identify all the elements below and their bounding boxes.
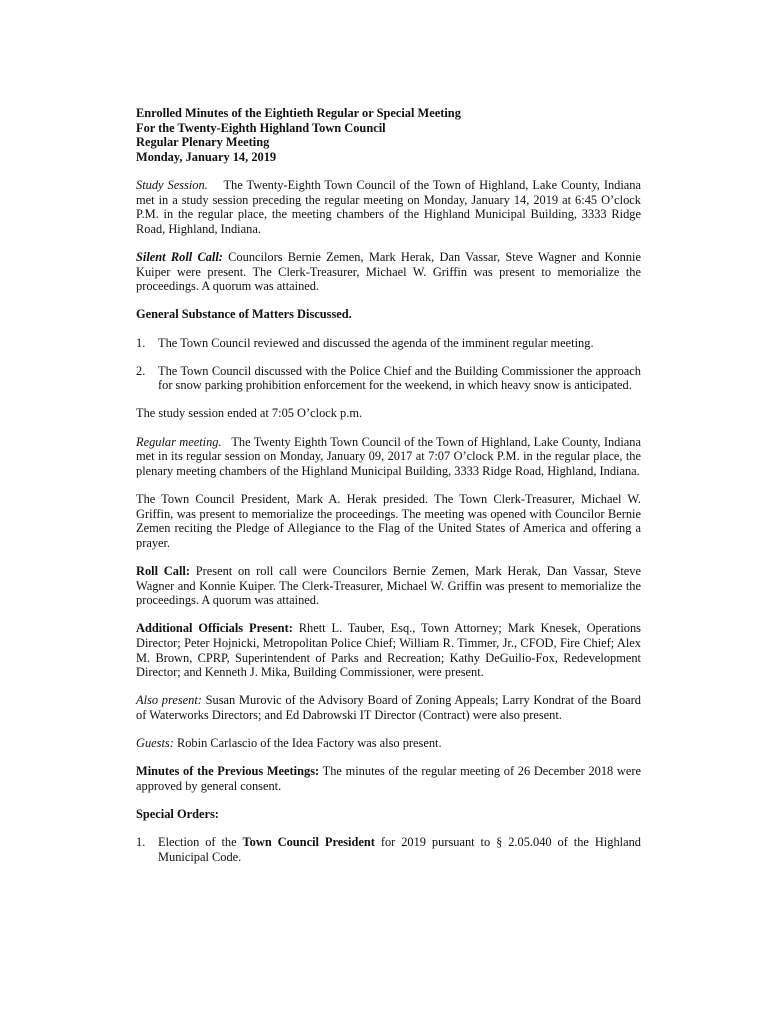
special-orders-list	[136, 835, 641, 864]
town-council-president-emphasis: Town Council President	[242, 835, 375, 850]
study-session-end: The study session ended at 7:05 O’clock p.m.	[136, 406, 363, 421]
list-item-number: 2.	[136, 363, 146, 378]
special-orders-title: Special Orders:	[136, 807, 219, 822]
minutes-previous-paragraph	[136, 764, 641, 793]
roll-call-paragraph	[136, 564, 641, 608]
document-heading	[136, 106, 641, 164]
general-substance-title: General Substance of Matters Discussed.	[136, 307, 352, 322]
president-paragraph: The Town Council President, Mark A. Herak presided. The Town Clerk-Treasurer, Michael W. Griffin, was present to memorialize the proceedings. The meeting was opened with Councilor Bernie Zemen reciting the Pledge of Allegiance to the Flag of the United States of America and offering a prayer.	[136, 492, 641, 550]
regular-meeting-text: The Twenty Eighth Town Council of the Town of Highland, Lake County, Indiana met in its regular session on Monday, January 09, 2017 at 7:07 O’clock P.M. in the regular place, the plenary meeting chambers of the Highland Municipal Building, 3333 Ridge Road, Highland, Indiana.	[136, 434, 641, 478]
minutes-previous-text: The minutes of the regular meeting of 26 December 2018 were approved by general consent.	[136, 764, 641, 793]
additional-officials-paragraph	[136, 621, 641, 679]
guests-paragraph	[136, 736, 641, 751]
general-substance-list	[136, 336, 641, 393]
roll-call-text: Present on roll call were Councilors Bernie Zemen, Mark Herak, Dan Vassar, Steve Wagner and Konnie Kuiper. The Clerk-Treasurer, Michael W. Griffin was present to memorialize the proceedings. A quorum was attained.	[136, 564, 641, 608]
guests-text: Robin Carlascio of the Idea Factory was also present.	[176, 736, 442, 751]
list-item: 1. Election of the Town Council President for 2019 pursuant to § 2.05.040 of the Highland Municipal Code.	[136, 835, 641, 864]
study-session-text: The Twenty-Eighth Town Council of the Town of Highland, Lake County, Indiana met in a study session preceding the regular meeting on Monday, January 14, 2019 at 6:45 O’clock P.M. in the regular place, the meeting chambers of the Highland Municipal Building, 3333 Ridge Road, Highland, Indiana.	[136, 177, 641, 236]
silent-roll-call-text: Councilors Bernie Zemen, Mark Herak, Dan Vassar, Steve Wagner and Konnie Kuiper were present. The Clerk-Treasurer, Michael W. Griffin was present to memorialize the proceedings. A quorum was attained.	[136, 249, 641, 294]
heading-line-1: Enrolled Minutes of the Eightieth Regular or Special Meeting	[136, 106, 461, 120]
heading-line-4: Monday, January 14, 2019	[136, 149, 277, 164]
silent-roll-call-label: Silent Roll Call:	[136, 249, 223, 264]
study-session-paragraph	[136, 178, 641, 236]
list-item-text: The Town Council reviewed and discussed the agenda of the imminent regular meeting.	[158, 335, 594, 350]
additional-officials-text: Rhett L. Tauber, Esq., Town Attorney; Mark Knesek, Operations Director; Peter Hojnicki, Metropolitan Police Chief; William R. Timmer, Jr., CFOD, Fire Chief; Alex M. Brown, CPRP, Superintendent of Parks and Recreation; Kathy DeGuilio-Fox, Redevelopment Director; and Kenneth J. Mika, Building Commissioner, were present.	[136, 621, 641, 680]
roll-call-label: Roll Call:	[136, 564, 190, 578]
silent-roll-call-paragraph	[136, 250, 641, 294]
minutes-previous-label: Minutes of the Previous Meetings:	[136, 764, 320, 779]
additional-officials-label: Additional Officials Present:	[136, 621, 293, 636]
study-session-label: Study Session.	[136, 177, 208, 192]
also-present-paragraph	[136, 693, 641, 722]
regular-meeting-paragraph	[136, 435, 641, 479]
list-item-number: 1.	[136, 835, 146, 850]
guests-label: Guests:	[136, 736, 174, 751]
regular-meeting-label: Regular meeting.	[136, 434, 222, 449]
also-present-label: Also present:	[136, 693, 202, 708]
list-item	[136, 364, 641, 393]
heading-line-2: For the Twenty-Eighth Highland Town Council	[136, 120, 386, 135]
heading-line-3: Regular Plenary Meeting	[136, 135, 270, 150]
list-item	[136, 336, 641, 351]
list-item-number: 1.	[136, 335, 146, 350]
list-item-text: The Town Council discussed with the Police Chief and the Building Commissioner the approach for snow parking prohibition enforcement for the weekend, in which heavy snow is anticipated.	[158, 363, 641, 393]
also-present-text: Susan Murovic of the Advisory Board of Zoning Appeals; Larry Kondrat of the Board of Waterworks Directors; and Ed Dabrowski IT Director (Contract) were also present.	[136, 693, 641, 722]
